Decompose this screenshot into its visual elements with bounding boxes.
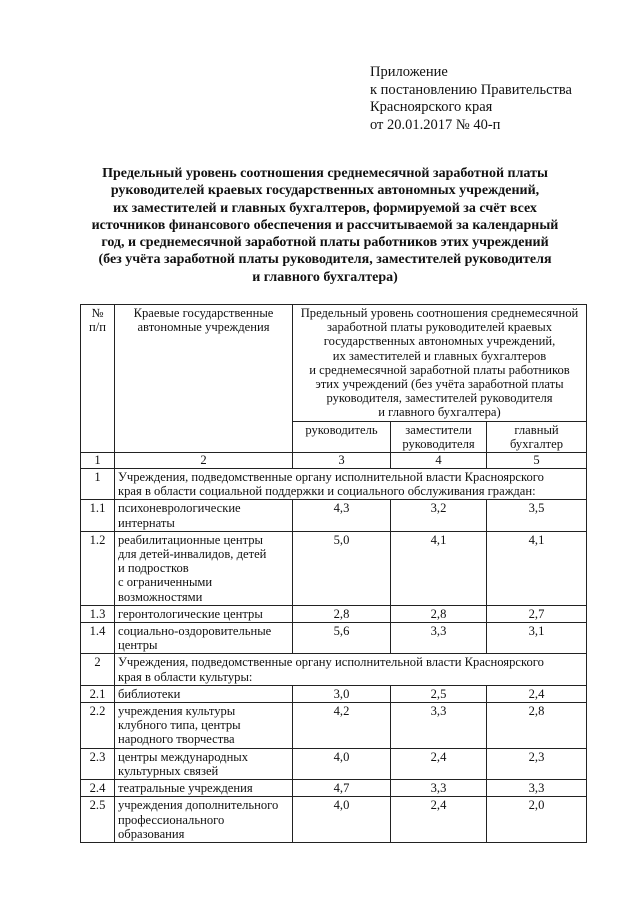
institution-name: социально-оздоровительные центры <box>115 623 293 654</box>
institution-name: центры международных культурных связей <box>115 748 293 779</box>
row-number: 1.4 <box>81 623 115 654</box>
value-deputies: 2,4 <box>391 797 487 843</box>
table-header-row <box>81 305 587 422</box>
value-chief-accountant: 4,1 <box>487 531 587 605</box>
table-row <box>81 748 587 779</box>
value-chief-accountant: 2,3 <box>487 748 587 779</box>
table-row <box>81 605 587 622</box>
value-head: 4,2 <box>293 703 391 749</box>
value-head: 2,8 <box>293 605 391 622</box>
table-row <box>81 685 587 702</box>
value-deputies: 3,3 <box>391 703 487 749</box>
row-number: 1.2 <box>81 531 115 605</box>
section-row <box>81 654 587 685</box>
table-row <box>81 623 587 654</box>
row-number: 1.1 <box>81 500 115 531</box>
header-chief-accountant: главный бухгалтер <box>487 421 587 452</box>
header-institutions: Краевые государственные автономные учреждения <box>115 305 293 453</box>
institution-name: учреждения культуры клубного типа, центры народного творчества <box>115 703 293 749</box>
section-row <box>81 469 587 500</box>
institution-name: библиотеки <box>115 685 293 702</box>
appendix-line: Красноярского края <box>370 99 493 115</box>
title-line: источников финансового обеспечения и рассчитываемой за календарный <box>91 217 559 233</box>
value-chief-accountant: 2,7 <box>487 605 587 622</box>
title-line: год, и среднемесячной заработной платы работников этих учреждений <box>101 235 549 251</box>
table-row <box>81 703 587 749</box>
ratio-table <box>80 304 587 843</box>
value-deputies: 3,3 <box>391 780 487 797</box>
institution-name: геронтологические центры <box>115 605 293 622</box>
header-deputies: заместители руководителя <box>391 421 487 452</box>
value-head: 5,0 <box>293 531 391 605</box>
row-number: 2.3 <box>81 748 115 779</box>
title-line: и главного бухгалтера) <box>252 269 398 285</box>
value-deputies: 3,2 <box>391 500 487 531</box>
section-number: 1 <box>81 469 115 500</box>
section-title: Учреждения, подведомственные органу исполнительной власти Красноярского края в области социальной поддержки и социального обслуживания граждан: <box>115 469 587 500</box>
column-number: 3 <box>293 453 391 469</box>
value-chief-accountant: 2,4 <box>487 685 587 702</box>
section-number: 2 <box>81 654 115 685</box>
value-deputies: 3,3 <box>391 623 487 654</box>
value-chief-accountant: 3,5 <box>487 500 587 531</box>
appendix-date-line: от 20.01.2017 № 40-п <box>370 116 501 133</box>
table-row <box>81 500 587 531</box>
header-head: руководитель <box>293 421 391 452</box>
title-line: Предельный уровень соотношения среднемесячной заработной платы <box>102 166 548 181</box>
value-head: 4,3 <box>293 500 391 531</box>
table-row <box>81 780 587 797</box>
appendix-line: к постановлению Правительства <box>370 81 572 98</box>
table-row <box>81 797 587 843</box>
value-chief-accountant: 2,8 <box>487 703 587 749</box>
institution-name: реабилитационные центры для детей-инвалидов, детей и подростков с ограниченными возможностями <box>115 531 293 605</box>
title-line: их заместителей и главных бухгалтеров, формируемой за счёт всех <box>113 200 537 216</box>
value-deputies: 2,8 <box>391 605 487 622</box>
value-deputies: 2,4 <box>391 748 487 779</box>
value-head: 4,0 <box>293 797 391 843</box>
value-deputies: 2,5 <box>391 685 487 702</box>
value-head: 5,6 <box>293 623 391 654</box>
header-number: № п/п <box>81 305 115 453</box>
institution-name: учреждения дополнительного профессионального образования <box>115 797 293 843</box>
title-line: (без учёта заработной платы руководителя, заместителей руководителя <box>98 252 552 268</box>
value-chief-accountant: 3,3 <box>487 780 587 797</box>
value-chief-accountant: 3,1 <box>487 623 587 654</box>
institution-name: психоневрологические интернаты <box>115 500 293 531</box>
document-title <box>60 165 590 286</box>
value-deputies: 4,1 <box>391 531 487 605</box>
table-row <box>81 531 587 605</box>
value-head: 4,0 <box>293 748 391 779</box>
row-number: 2.5 <box>81 797 115 843</box>
appendix-line: Приложение <box>370 64 448 80</box>
title-line: руководителей краевых государственных автономных учреждений, <box>110 183 540 199</box>
value-head: 3,0 <box>293 685 391 702</box>
column-number: 5 <box>487 453 587 469</box>
value-chief-accountant: 2,0 <box>487 797 587 843</box>
institution-name: театральные учреждения <box>115 780 293 797</box>
row-number: 2.4 <box>81 780 115 797</box>
row-number: 1.3 <box>81 605 115 622</box>
row-number: 2.1 <box>81 685 115 702</box>
column-number: 4 <box>391 453 487 469</box>
column-number: 2 <box>115 453 293 469</box>
row-number: 2.2 <box>81 703 115 749</box>
value-head: 4,7 <box>293 780 391 797</box>
section-title: Учреждения, подведомственные органу исполнительной власти Красноярского края в области культуры: <box>115 654 587 685</box>
header-ratio-group: Предельный уровень соотношения среднемесячной заработной платы руководителей краевых государственных автономных учреждений, их заместителей и главных бухгалтеров и среднемесячной заработной платы работников этих учреждений (без учёта заработной платы руководителя, заместителей руководителя и главного бухгалтера) <box>293 305 587 422</box>
column-number-row <box>81 453 587 469</box>
appendix-block <box>370 64 630 134</box>
column-number: 1 <box>81 453 115 469</box>
